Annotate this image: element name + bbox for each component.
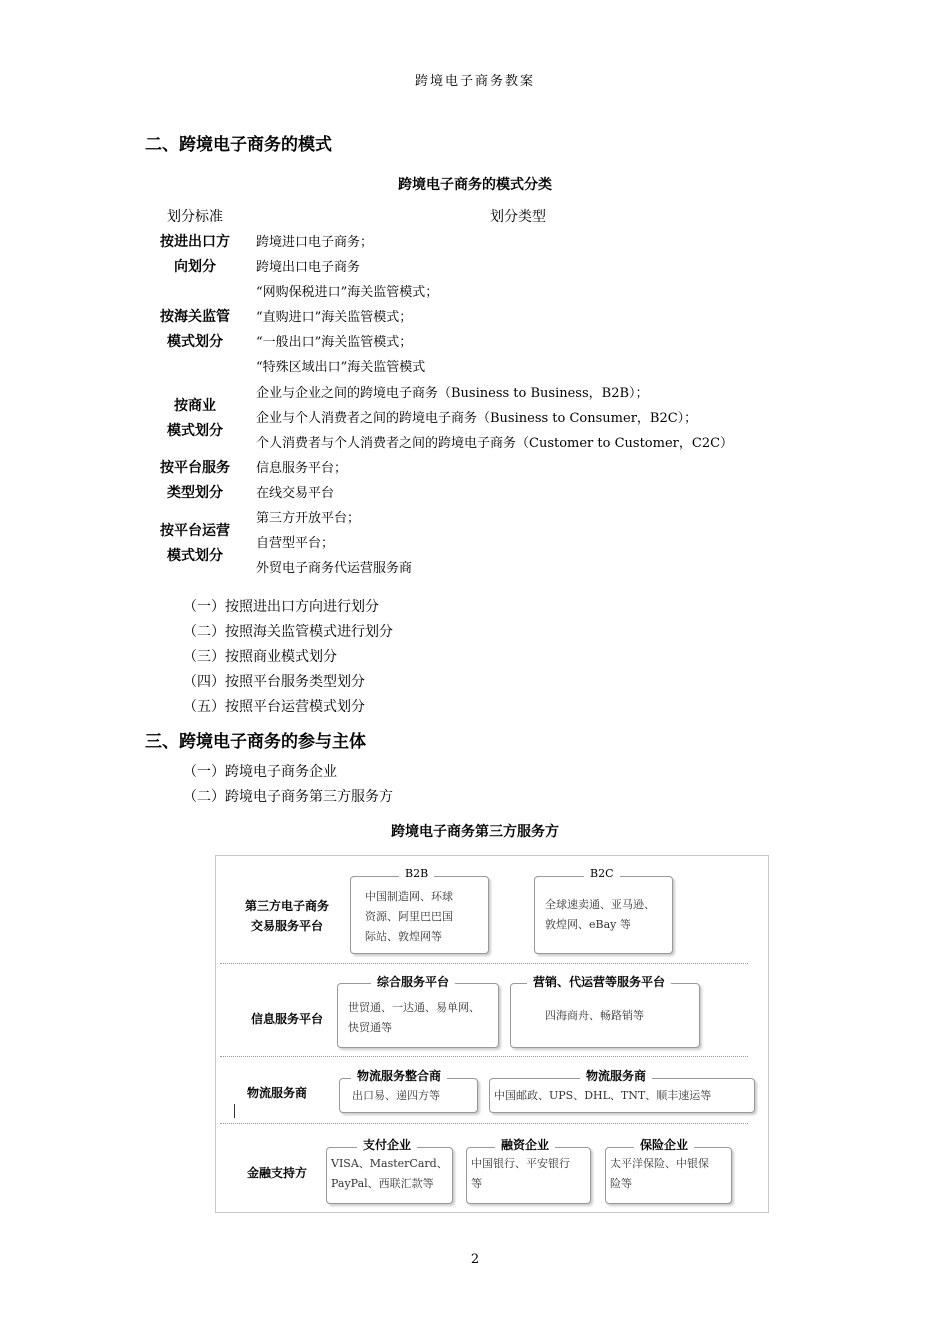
row-marker	[234, 1104, 235, 1118]
criterion-service	[145, 456, 245, 506]
type-item: 自营型平台；	[256, 536, 335, 551]
table-caption: 跨境电子商务的模式分类	[398, 177, 552, 193]
subsection-list-participants	[183, 760, 393, 810]
type-item: 第三方开放平台；	[256, 511, 361, 526]
box-insurance-text	[610, 1154, 709, 1194]
subsection-list-modes	[183, 595, 393, 720]
diagram-row-label-finance	[232, 1163, 322, 1183]
criterion-line: 按平台运营	[160, 523, 230, 539]
box-comprehensive	[337, 983, 499, 1048]
box-text-line: 等	[471, 1177, 482, 1190]
box-b2b-title: B2B	[399, 867, 434, 881]
box-text-line: 险等	[610, 1177, 632, 1190]
criterion-line: 按平台服务	[160, 460, 230, 476]
box-financing	[466, 1147, 591, 1204]
box-text-line: 中国邮政、UPS、DHL、TNT、顺丰速运等	[494, 1089, 712, 1102]
type-item: 个人消费者与个人消费者之间的跨境电子商务（Customer to Customer，C2C）	[256, 436, 734, 451]
type-item: 企业与个人消费者之间的跨境电子商务（Business to Consumer，B2C）；	[256, 411, 698, 426]
row-label-line: 物流服务商	[246, 1086, 307, 1100]
section-heading-participants: 三、跨境电子商务的参与主体	[145, 732, 366, 752]
column-header-type: 划分类型	[490, 209, 546, 225]
type-list-direction	[256, 230, 373, 280]
criterion-line: 按进出口方	[160, 234, 230, 250]
box-logistics-provider-title: 物流服务商	[580, 1069, 652, 1083]
type-list-operation	[256, 506, 412, 581]
box-marketing-title: 营销、代运营等服务平台	[527, 975, 671, 989]
diagram-row-divider	[220, 963, 748, 964]
criterion-line: 模式划分	[167, 548, 223, 564]
criterion-operation	[145, 519, 245, 569]
box-b2c	[534, 876, 673, 954]
box-logistics-integrator-text	[352, 1086, 440, 1106]
type-list-service	[256, 456, 347, 506]
box-comprehensive-title: 综合服务平台	[371, 975, 455, 989]
box-text-line: 太平洋保险、中银保	[610, 1157, 709, 1170]
box-logistics-provider-text	[494, 1086, 711, 1106]
box-text-line: 全球速卖通、亚马逊、	[545, 898, 655, 911]
column-header-criterion: 划分标准	[167, 209, 223, 225]
box-marketing-text	[545, 1006, 644, 1026]
box-text-line: 中国制造网、环球	[365, 890, 453, 903]
page-header: 跨境电子商务教案	[414, 74, 535, 89]
box-text-line: 中国银行、平安银行	[471, 1157, 570, 1170]
diagram-row-label-trading	[232, 896, 342, 936]
criterion-line: 按海关监管	[160, 309, 230, 325]
row-label-line: 第三方电子商务	[244, 899, 329, 913]
type-item: “特殊区域出口”海关监管模式	[256, 360, 426, 375]
criterion-line: 模式划分	[167, 334, 223, 350]
box-financing-text	[471, 1154, 570, 1194]
subsection-item: （二）跨境电子商务第三方服务方	[183, 789, 393, 805]
box-b2c-text	[545, 895, 655, 935]
box-text-line: 际站、敦煌网等	[365, 930, 442, 943]
section-heading-modes: 二、跨境电子商务的模式	[145, 135, 332, 155]
criterion-line: 模式划分	[167, 423, 223, 439]
box-text-line: 世贸通、一达通、易单网、	[348, 1001, 480, 1014]
box-insurance-title: 保险企业	[634, 1138, 694, 1152]
box-text-line: 敦煌网、eBay 等	[545, 918, 631, 931]
diagram-row-label-info	[232, 1009, 342, 1029]
box-text-line: 出口易、递四方等	[352, 1089, 440, 1102]
box-text-line: 资源、阿里巴巴国	[365, 910, 453, 923]
page-number: 2	[470, 1252, 480, 1267]
diagram-caption: 跨境电子商务第三方服务方	[391, 824, 559, 840]
subsection-item: （三）按照商业模式划分	[183, 649, 337, 665]
box-b2b-text	[365, 887, 453, 947]
box-insurance	[605, 1147, 732, 1204]
criterion-customs	[145, 305, 245, 355]
box-text-line: PayPal、西联汇款等	[331, 1177, 434, 1190]
row-label-line: 金融支持方	[246, 1166, 307, 1180]
box-logistics-integrator	[339, 1078, 478, 1113]
box-text-line: VISA、MasterCard、	[331, 1157, 448, 1170]
subsection-item: （二）按照海关监管模式进行划分	[183, 624, 393, 640]
box-logistics-provider	[489, 1078, 755, 1113]
box-comprehensive-text	[348, 998, 480, 1038]
subsection-item: （五）按照平台运营模式划分	[183, 699, 365, 715]
type-item: “一般出口”海关监管模式；	[256, 335, 413, 350]
subsection-item: （四）按照平台服务类型划分	[183, 674, 365, 690]
box-logistics-integrator-title: 物流服务整合商	[351, 1069, 447, 1083]
box-b2c-title: B2C	[584, 867, 620, 881]
type-item: 企业与企业之间的跨境电子商务（Business to Business，B2B）；	[256, 386, 649, 401]
third-party-service-diagram	[215, 855, 769, 1213]
criterion-line: 向划分	[174, 259, 216, 275]
type-item: 在线交易平台	[256, 486, 335, 501]
box-payment	[326, 1147, 453, 1204]
type-item: “直购进口”海关监管模式；	[256, 310, 413, 325]
criterion-business	[145, 394, 245, 444]
row-label-line: 交易服务平台	[250, 919, 323, 933]
box-text-line: 四海商舟、畅路销等	[545, 1009, 644, 1022]
criterion-line: 类型划分	[167, 485, 223, 501]
diagram-row-divider	[220, 1123, 748, 1124]
diagram-row-divider	[220, 1056, 748, 1057]
type-list-business	[256, 381, 733, 456]
criterion-line: 按商业	[174, 398, 216, 414]
type-list-customs	[256, 280, 438, 380]
row-label-line: 信息服务平台	[250, 1012, 323, 1026]
box-payment-title: 支付企业	[357, 1138, 417, 1152]
box-text-line: 快贸通等	[348, 1021, 392, 1034]
box-b2b	[350, 876, 489, 954]
type-item: 跨境进口电子商务；	[256, 235, 374, 250]
type-item: “网购保税进口”海关监管模式；	[256, 285, 439, 300]
type-item: 外贸电子商务代运营服务商	[256, 561, 413, 576]
subsection-item: （一）跨境电子商务企业	[183, 764, 337, 780]
diagram-row-label-logistics	[232, 1083, 322, 1103]
box-marketing	[510, 983, 700, 1048]
subsection-item: （一）按照进出口方向进行划分	[183, 599, 379, 615]
type-item: 跨境出口电子商务	[256, 260, 361, 275]
box-financing-title: 融资企业	[495, 1138, 555, 1152]
type-item: 信息服务平台；	[256, 461, 348, 476]
criterion-direction	[145, 230, 245, 280]
box-payment-text	[331, 1154, 448, 1194]
